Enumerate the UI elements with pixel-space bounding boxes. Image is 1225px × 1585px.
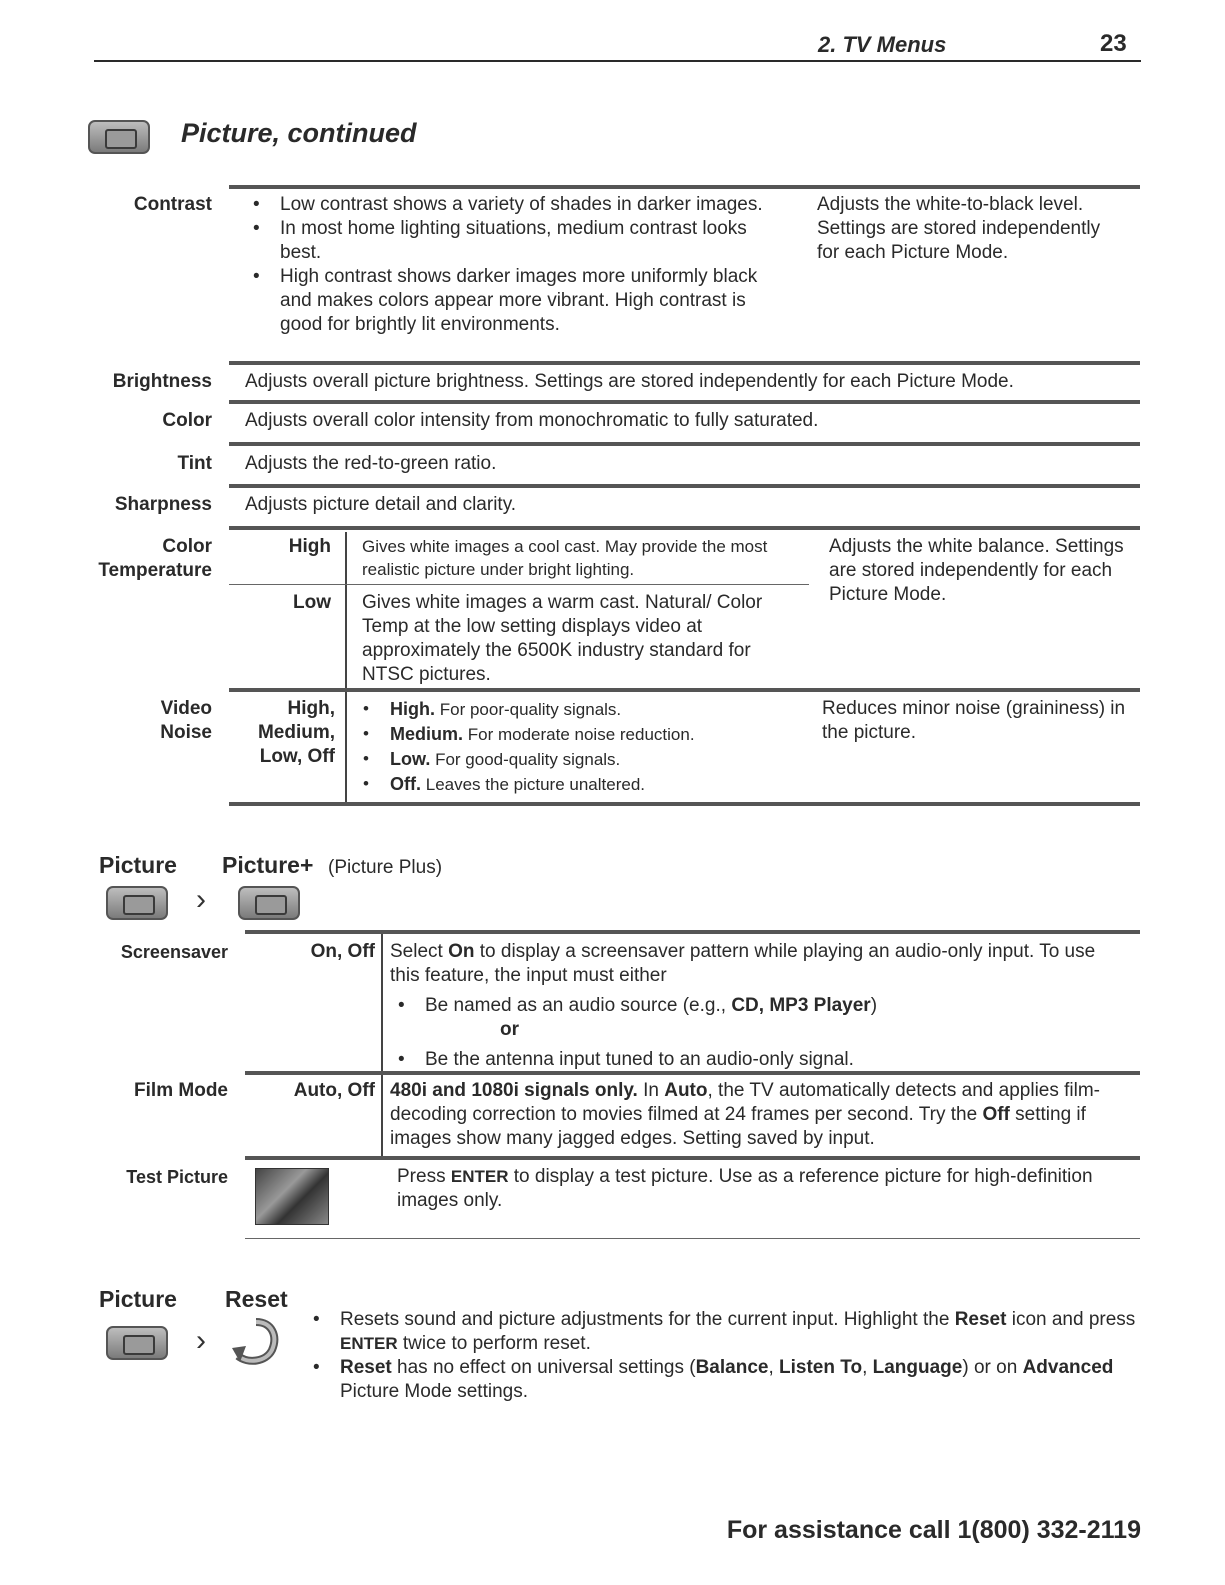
- list-item: [355, 697, 805, 722]
- list-item: [305, 1308, 1145, 1356]
- chevron-right-icon: ›: [196, 883, 206, 916]
- table-rule: [229, 400, 1140, 404]
- label-line: Video: [160, 698, 212, 719]
- chevron-right-icon: ›: [196, 1324, 206, 1357]
- sharpness-label: Sharpness: [114, 494, 212, 515]
- option-line: Medium,: [257, 722, 335, 743]
- text-run: , the TV automatically detects and applies film-decoding correction to movies filmed at 24 frames per second. Try the: [390, 1080, 1101, 1125]
- submenu-note: (Picture Plus): [328, 857, 443, 878]
- table-rule: [245, 1071, 1140, 1075]
- text-run: setting if images show many jagged edges. Setting saved by input.: [390, 1104, 1086, 1149]
- text-run: CD, MP3 Player: [731, 995, 871, 1016]
- item-key: Medium.: [390, 724, 464, 744]
- list-item: [355, 747, 805, 772]
- table-rule: [229, 688, 1140, 692]
- reset-icon-graphic: [228, 1316, 284, 1368]
- column-divider: [345, 532, 347, 690]
- text-run: to display a test picture. Use as a reference picture for high-definition images only.: [397, 1166, 1093, 1211]
- text-run: On: [448, 941, 475, 962]
- item-text: For moderate noise reduction.: [467, 725, 695, 744]
- option-low-text: Gives white images a warm cast. Natural/ Color Temp at the low setting displays video at approximately the 6500K industry standard for NTSC pictures.: [362, 592, 763, 685]
- video-noise-options: [225, 697, 335, 769]
- menu-label: Picture: [99, 1286, 177, 1312]
- text-run: Off: [982, 1104, 1010, 1125]
- menu-label: Picture: [99, 852, 177, 878]
- table-rule: [229, 802, 1140, 806]
- text-run: 480i and 1080i signals only.: [390, 1080, 638, 1101]
- reset-bullets: [305, 1308, 1145, 1404]
- item-key: Low.: [390, 749, 431, 769]
- table-rule: [229, 484, 1140, 488]
- text-run: twice to perform reset.: [397, 1333, 591, 1354]
- test-picture-label: Test Picture: [126, 1167, 228, 1187]
- picture-menu-icon: [106, 886, 168, 920]
- tint-text: Adjusts the red-to-green ratio.: [245, 453, 497, 474]
- row-divider: [229, 584, 809, 585]
- list-item: [390, 994, 1130, 1042]
- chapter-title: 2. TV Menus: [818, 32, 947, 57]
- test-picture-text: [397, 1165, 1137, 1213]
- item-text: Leaves the picture unaltered.: [425, 775, 645, 794]
- enter-key-text: ENTER: [450, 1167, 509, 1186]
- label-line: Temperature: [98, 560, 212, 581]
- submenu-label: Reset: [225, 1286, 288, 1312]
- label-line: Color: [162, 536, 212, 557]
- text-run: Be named as an audio source (e.g.,: [425, 995, 732, 1016]
- picture-menu-icon: [88, 120, 150, 154]
- column-divider: [345, 692, 347, 804]
- list-item: • In most home lighting situations, medium contrast looks best.: [245, 217, 790, 265]
- page-number: 23: [1100, 30, 1127, 57]
- text-run: Press: [397, 1166, 451, 1187]
- option-line: High,: [287, 698, 335, 719]
- film-mode-text: [390, 1079, 1130, 1151]
- sharpness-text: Adjusts picture detail and clarity.: [245, 494, 517, 515]
- color-text: Adjusts overall color intensity from monochromatic to fully saturated.: [245, 410, 819, 431]
- picture-menu-icon: [106, 1326, 168, 1360]
- text-run: Resets sound and picture adjustments for the current input. Highlight the: [340, 1309, 955, 1330]
- section-title: Picture, continued: [181, 118, 417, 148]
- brightness-text: Adjusts overall picture brightness. Settings are stored independently for each Picture Mode.: [245, 371, 1014, 392]
- assistance-footer: For assistance call 1(800) 332-2119: [726, 1516, 1141, 1544]
- option-low-label: Low: [293, 592, 331, 613]
- option-line: Low, Off: [259, 746, 335, 767]
- text-run: ,: [768, 1357, 780, 1378]
- table-rule: [229, 526, 1140, 530]
- text-run: In: [637, 1080, 665, 1101]
- text-run: Balance: [695, 1357, 769, 1378]
- list-item: [355, 772, 805, 797]
- item-key: Off.: [390, 774, 421, 794]
- video-noise-list: [355, 697, 805, 797]
- text-run: has no effect on universal settings (: [391, 1357, 696, 1378]
- color-temp-note: Adjusts the white balance. Settings are stored independently for each Picture Mode.: [829, 536, 1124, 605]
- screensaver-label: Screensaver: [120, 942, 228, 962]
- text-run: Language: [872, 1357, 963, 1378]
- table-rule: [245, 1238, 1140, 1239]
- test-picture-thumbnail: [255, 1168, 329, 1225]
- text-run: Reset: [340, 1357, 392, 1378]
- color-label: Color: [162, 410, 212, 431]
- picture-plus-icon: [238, 886, 300, 920]
- enter-key-text: ENTER: [340, 1334, 398, 1353]
- option-high-text: Gives white images a cool cast. May provide the most realistic picture under bright lighting.: [362, 537, 768, 579]
- contrast-note: Adjusts the white-to-black level. Settings are stored independently for each Picture Mode.: [817, 194, 1101, 263]
- color-temp-label: [60, 535, 212, 583]
- text-run: ): [870, 995, 878, 1016]
- column-divider: [381, 934, 383, 1158]
- table-rule: [245, 1156, 1140, 1160]
- list-item: • High contrast shows darker images more uniformly black and makes colors appear more vibrant. High contrast is good for brightly lit environments.: [245, 265, 790, 337]
- screensaver-text: [390, 940, 1130, 1072]
- video-noise-label: [60, 697, 212, 745]
- list-item: [355, 722, 805, 747]
- item-key: High.: [390, 699, 435, 719]
- table-rule: [229, 185, 1140, 189]
- text-run: ) or on: [962, 1357, 1023, 1378]
- screensaver-bullets: [390, 994, 1130, 1072]
- list-item: • Low contrast shows a variety of shades in darker images.: [245, 193, 790, 217]
- text-run: Reset: [954, 1309, 1007, 1330]
- text-run: Listen To: [779, 1357, 863, 1378]
- or-text: or: [500, 1019, 519, 1040]
- video-noise-note: Reduces minor noise (graininess) in the picture.: [822, 698, 1126, 743]
- option-high-label: High: [288, 536, 331, 557]
- text-run: Auto: [664, 1080, 708, 1101]
- text-run: to display a screensaver pattern while playing an audio-only input. To use this feature, the input must either: [390, 941, 1096, 986]
- item-text: For poor-quality signals.: [439, 700, 622, 719]
- reset-icon: [228, 1316, 284, 1368]
- list-item: • Be the antenna input tuned to an audio-only signal.: [390, 1048, 1130, 1072]
- text-run: Picture Mode settings.: [340, 1381, 528, 1402]
- text-run: Select: [390, 941, 449, 962]
- header-rule: [94, 60, 1141, 62]
- table-rule: [245, 930, 1140, 934]
- film-mode-label: Film Mode: [134, 1080, 228, 1101]
- film-mode-options: Auto, Off: [293, 1080, 375, 1101]
- screensaver-options: On, Off: [310, 941, 375, 962]
- item-text: For good-quality signals.: [435, 750, 621, 769]
- text-run: Advanced: [1022, 1357, 1114, 1378]
- brightness-label: Brightness: [112, 371, 212, 392]
- label-line: Noise: [160, 722, 212, 743]
- table-rule: [229, 361, 1140, 365]
- contrast-label: Contrast: [133, 194, 212, 215]
- text-run: icon and press: [1006, 1309, 1136, 1330]
- contrast-bullets: [245, 193, 790, 337]
- submenu-label: Picture+: [222, 852, 314, 878]
- text-run: ,: [862, 1357, 873, 1378]
- tint-label: Tint: [177, 453, 212, 474]
- table-rule: [229, 442, 1140, 446]
- list-item: [305, 1356, 1145, 1404]
